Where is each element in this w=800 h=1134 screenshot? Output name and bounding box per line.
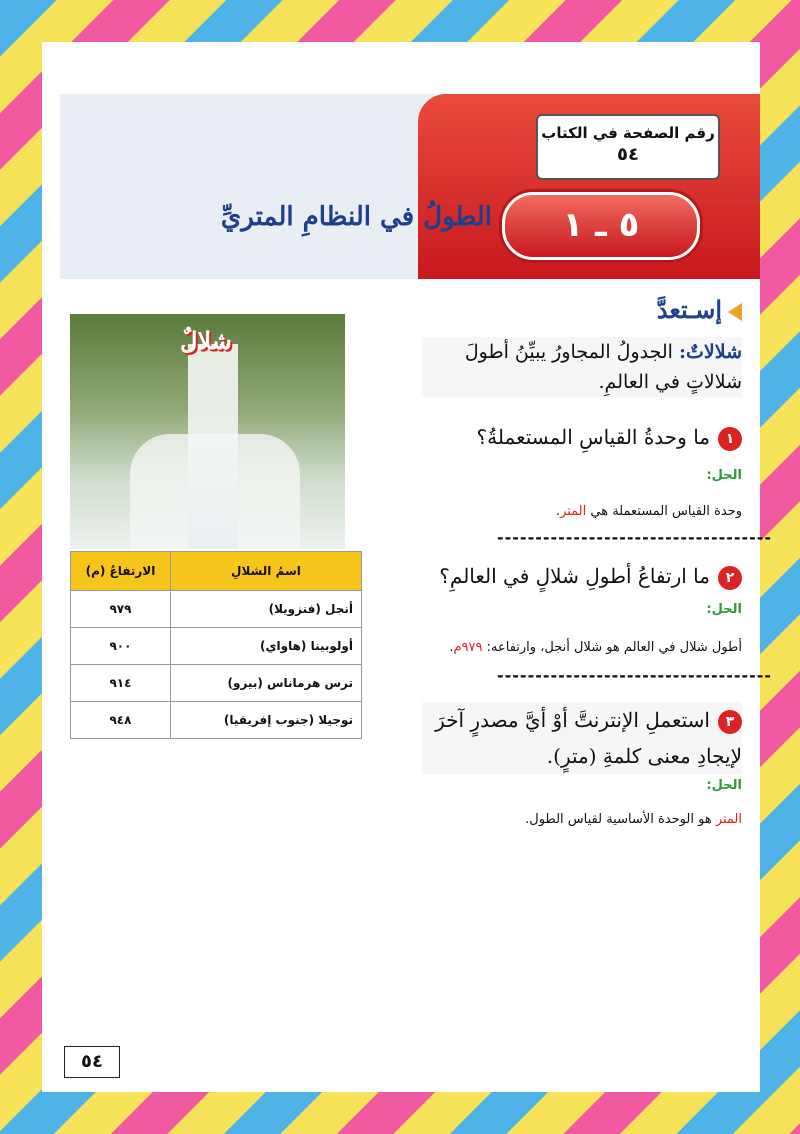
arrow-icon	[728, 303, 742, 321]
photo-label: شلالٌ	[180, 326, 232, 355]
question-number: ١	[718, 427, 742, 451]
table-header-row	[71, 552, 362, 591]
table-row	[71, 665, 362, 702]
ready-heading	[657, 295, 742, 324]
table-row	[71, 702, 362, 739]
answer-end: هو الوحدة الأساسية لقياس الطول.	[525, 812, 716, 827]
waterfall-name: أولوبينا (هاواي)	[170, 628, 361, 665]
answer-highlight: المتر	[560, 504, 587, 519]
question-number: ٢	[718, 566, 742, 590]
table-row	[71, 591, 362, 628]
answer-highlight: ٩٧٩م	[453, 640, 483, 655]
waterfall-name: ترس هرماناس (بيرو)	[170, 665, 361, 702]
answer-end: .	[555, 504, 561, 519]
intro-paragraph	[422, 337, 742, 397]
lesson-number: ٥ ـ ١	[502, 192, 700, 260]
waterfall-name: أنجل (فنزويلا)	[170, 591, 361, 628]
page	[42, 42, 773, 1092]
book-page-label: رقم الصفحة في الكتاب	[541, 124, 715, 142]
question-text: ما ارتفاعُ أطولِ شلالٍ في العالمِ؟	[439, 564, 710, 588]
waterfall-height: ٩١٤	[71, 665, 171, 702]
question-2	[412, 564, 742, 590]
answer-3	[525, 812, 742, 827]
intro-lead: شلالاتٌ:	[679, 341, 742, 363]
question-text: ما وحدةُ القياسِ المستعملةُ؟	[476, 425, 710, 449]
waterfall-height: ٩٧٩	[71, 591, 171, 628]
waterfall-height: ٩٤٨	[71, 702, 171, 739]
column-header-name: اسمُ الشلالِ	[170, 552, 361, 591]
solution-label: الحل:	[706, 468, 742, 483]
lesson-title: الطولُ في النظامِ المتريِّ	[220, 202, 492, 232]
waterfall-name: توجيلا (جنوب إفريقيا)	[170, 702, 361, 739]
separator-line: ------------------------------------	[497, 528, 773, 547]
answer-text: أطول شلال في العالم هو شلال أنجل، وارتفاعه:	[482, 640, 742, 655]
question-1	[412, 425, 742, 451]
column-header-height: الارتفاعُ (م)	[71, 552, 171, 591]
ready-title: إسـتعدَّ	[656, 295, 722, 324]
waterfall-height: ٩٠٠	[71, 628, 171, 665]
separator-line: ------------------------------------	[497, 666, 773, 685]
question-text: استعملِ الإنترنتَّ أوْ أيَّ مصدرٍ آخرَ لإيجادِ معنى كلمةِ (مترٍ).	[435, 708, 742, 768]
solution-label: الحل:	[706, 602, 742, 617]
intro-text: الجدولُ المجاورُ يبيِّنُ أطولَ شلالاتٍ في العالمِ.	[464, 341, 742, 393]
answer-text: وحدة القياس المستعملة هي	[586, 504, 742, 519]
page-number: ٥٤	[64, 1046, 120, 1078]
question-number: ٣	[718, 710, 742, 734]
waterfalls-table	[70, 551, 362, 739]
waterfall-photo	[70, 314, 345, 549]
answer-end: .	[449, 640, 454, 655]
question-3	[422, 702, 742, 774]
answer-1	[556, 504, 742, 519]
answer-2	[449, 640, 742, 655]
table-row	[71, 628, 362, 665]
book-page-reference	[536, 114, 720, 180]
solution-label: الحل:	[706, 778, 742, 793]
book-page-number: ٥٤	[617, 144, 639, 165]
waterfall-stream	[188, 344, 238, 549]
answer-highlight: المتر	[715, 812, 742, 827]
